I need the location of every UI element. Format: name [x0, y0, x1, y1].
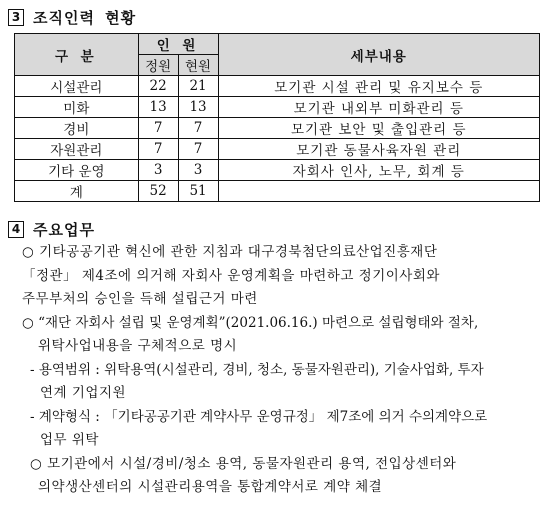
- bullet-line: ○ 모기관에서 시설/경비/청소 용역, 동물자원관리 용역, 전입상센터와: [30, 455, 457, 472]
- row-category: 미화: [15, 97, 139, 118]
- section-heading-org: [8, 7, 136, 28]
- row-current: 51: [178, 181, 218, 202]
- text-line: 연계 기업지원: [40, 385, 127, 401]
- bullet-line: ○ “재단 자회사 설립 및 운영계획”(2021.06.16.) 마련으로 설립형태와 절차,: [22, 314, 479, 331]
- text-line: 의약생산센터의 시설관리용역을 통합계약서로 계약 체결: [38, 479, 383, 495]
- header-current: 현원: [178, 55, 218, 76]
- row-detail: 모기관 동물사육자원 관리: [218, 139, 539, 160]
- dash-line: - 용역범위 : 위탁용역(시설관리, 경비, 청소, 동물자원관리), 기술사업화, 투자: [30, 361, 484, 378]
- row-detail: 모기관 시설 관리 및 유지보수 등: [218, 76, 539, 97]
- section-heading-duties: [8, 219, 95, 240]
- table-row: [15, 160, 540, 181]
- row-category: 기타 운영: [15, 160, 139, 181]
- section-title: 조직인력 현황: [33, 9, 137, 27]
- table-row: [15, 118, 540, 139]
- row-quota: 3: [138, 160, 178, 181]
- row-current: 7: [178, 139, 218, 160]
- row-category: 경비: [15, 118, 139, 139]
- row-current: 21: [178, 76, 218, 97]
- row-current: 13: [178, 97, 218, 118]
- header-quota: 정원: [138, 55, 178, 76]
- row-quota: 22: [138, 76, 178, 97]
- row-category: 계: [15, 181, 139, 202]
- row-detail: 모기관 보안 및 출입관리 등: [218, 118, 539, 139]
- text-line: 업무 위탁: [40, 432, 99, 448]
- row-current: 7: [178, 118, 218, 139]
- row-current: 3: [178, 160, 218, 181]
- section-number-box: 3: [8, 9, 24, 26]
- row-quota: 13: [138, 97, 178, 118]
- bullet-line: ○ 기타공공기관 혁신에 관한 지침과 대구경북첨단의료산업진흥재단: [22, 244, 438, 260]
- header-detail: 세부내용: [218, 34, 539, 76]
- header-personnel: 인 원: [138, 34, 218, 55]
- row-quota: 7: [138, 118, 178, 139]
- row-quota: 7: [138, 139, 178, 160]
- dash-line: - 계약형식 : 「기타공공기관 계약사무 운영규정」 제7조에 의거 수의계약으로: [30, 408, 488, 425]
- org-staff-table: [14, 33, 540, 202]
- text-line: 주무부처의 승인을 득해 설립근거 마련: [22, 291, 258, 307]
- duties-body: [0, 241, 554, 500]
- text-line: 「정관」 제4조에 의거해 자회사 운영계획을 마련하고 정기이사회와: [22, 267, 440, 284]
- row-detail: [218, 181, 539, 202]
- row-category: 시설관리: [15, 76, 139, 97]
- row-category: 자원관리: [15, 139, 139, 160]
- row-detail: 모기관 내외부 미화관리 등: [218, 97, 539, 118]
- table-row: [15, 76, 540, 97]
- table-header-row: [15, 34, 540, 55]
- header-category: 구 분: [15, 34, 139, 76]
- table-row: [15, 139, 540, 160]
- row-detail: 자회사 인사, 노무, 회계 등: [218, 160, 539, 181]
- table-row: [15, 97, 540, 118]
- section-title: 주요업무: [33, 221, 95, 239]
- text-line: 위탁사업내용을 구체적으로 명시: [38, 338, 238, 354]
- table-total-row: [15, 181, 540, 202]
- section-number-box: 4: [8, 221, 24, 238]
- row-quota: 52: [138, 181, 178, 202]
